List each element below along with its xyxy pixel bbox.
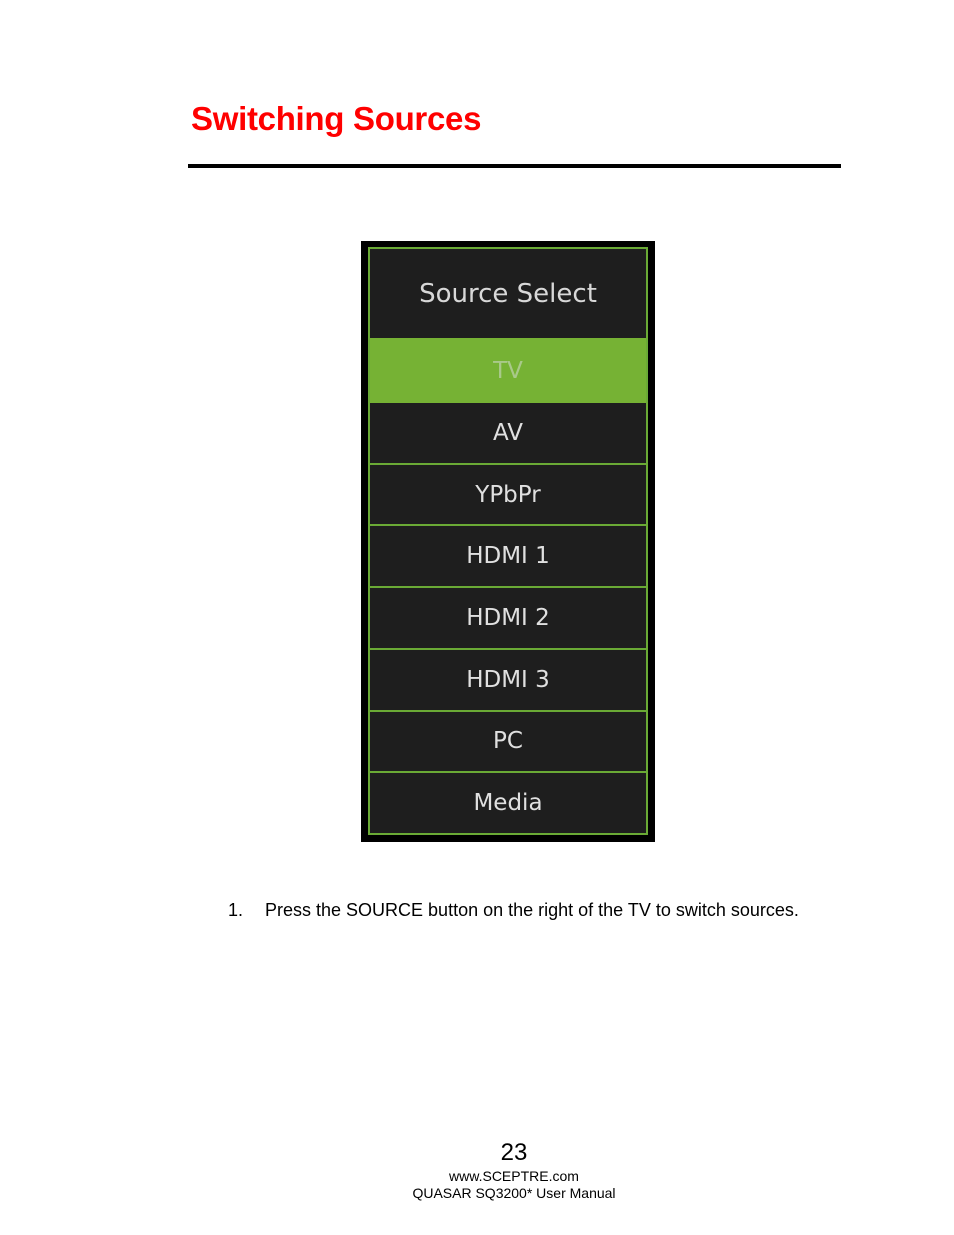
- source-item-hdmi2[interactable]: HDMI 2: [370, 586, 646, 648]
- page-title: Switching Sources: [191, 100, 482, 137]
- footer-website: www.SCEPTRE.com: [449, 1168, 579, 1184]
- source-item-hdmi3[interactable]: HDMI 3: [370, 648, 646, 710]
- source-select-title: Source Select: [419, 278, 597, 309]
- source-item-tv[interactable]: TV: [370, 338, 646, 403]
- instruction-step: [228, 900, 799, 921]
- source-item-ypbpr[interactable]: YPbPr: [370, 463, 646, 525]
- footer-manual-title: QUASAR SQ3200* User Manual: [412, 1185, 616, 1201]
- source-item-pc[interactable]: PC: [370, 710, 646, 772]
- source-select-menu: [361, 241, 655, 842]
- step-number: 1.: [228, 900, 244, 920]
- page-number: 23: [500, 1139, 528, 1166]
- heading-divider: [188, 164, 841, 168]
- source-item-hdmi1[interactable]: HDMI 1: [370, 524, 646, 586]
- source-item-av[interactable]: AV: [493, 419, 523, 446]
- source-select-panel: [368, 247, 648, 835]
- step-text: Press the SOURCE button on the right of the TV to switch sources.: [265, 900, 799, 920]
- source-item-media[interactable]: Media: [370, 771, 646, 833]
